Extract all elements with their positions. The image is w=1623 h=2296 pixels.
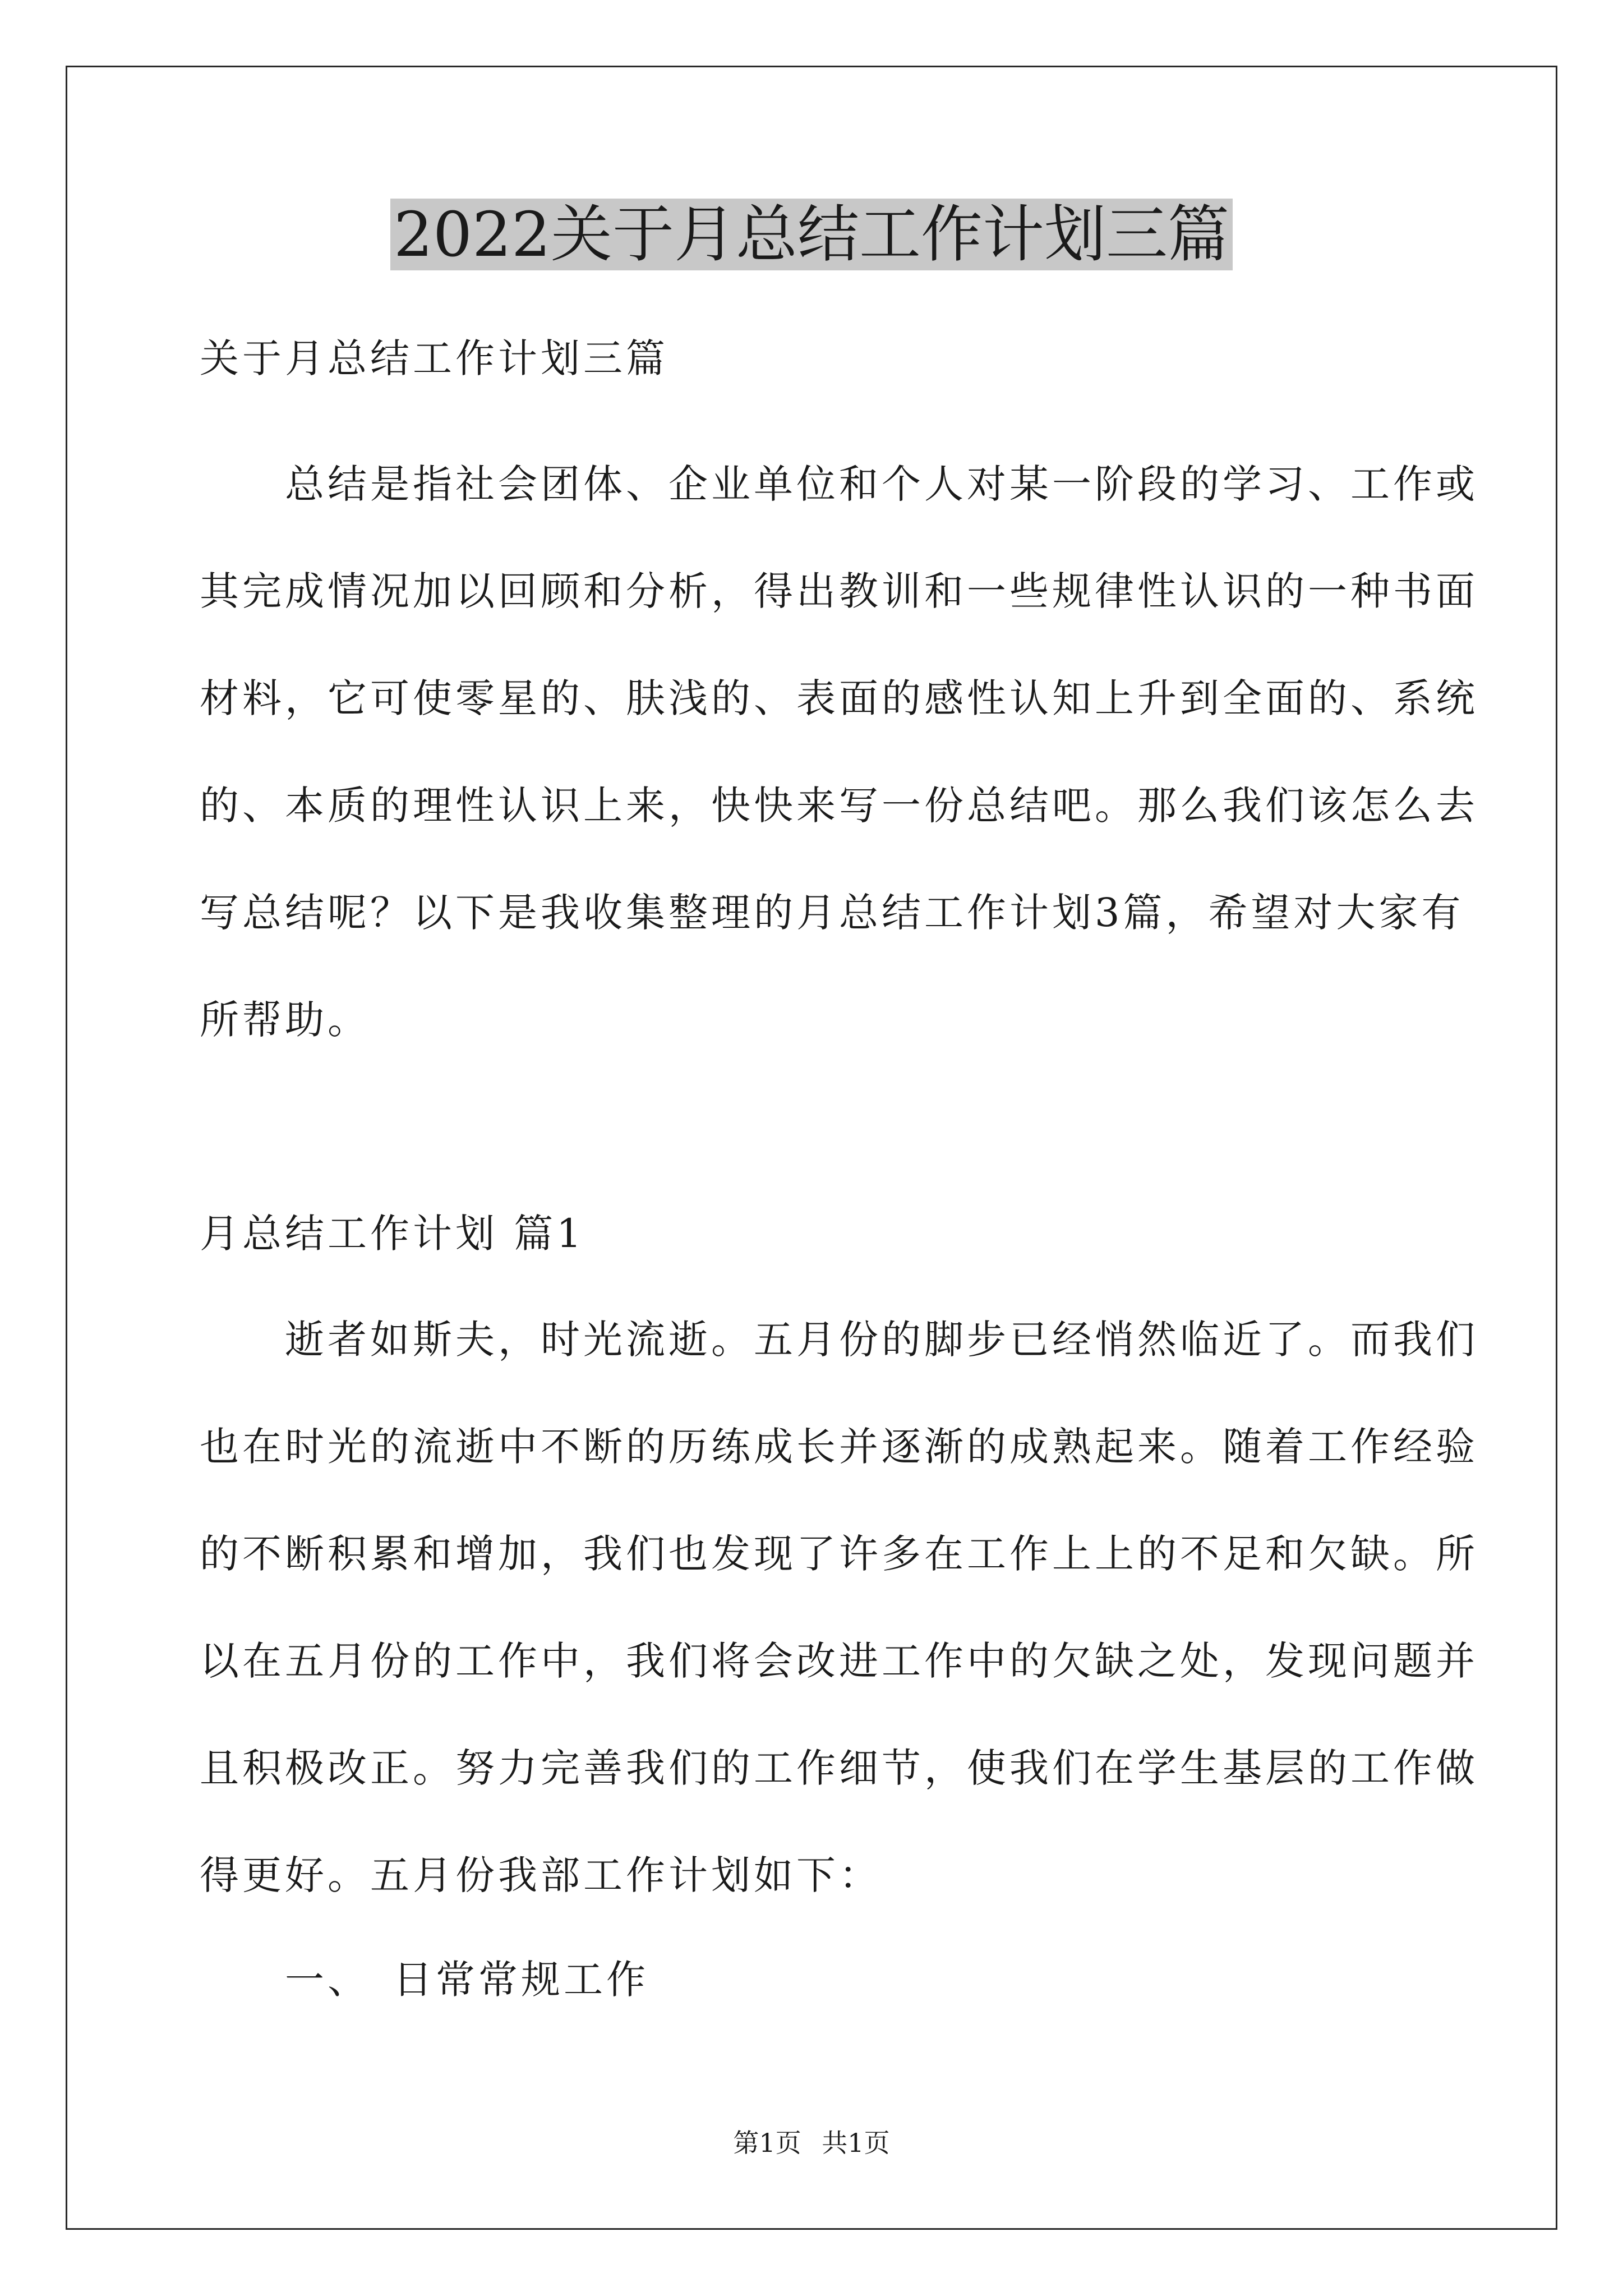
intro-line-1: 总结是指社会团体、企业单位和个人对某一阶段的学习、工作或: [200, 461, 1478, 507]
intro-line-6: 所帮助。: [200, 997, 370, 1043]
list-item-daily-work: 一、 日常常规工作: [200, 1957, 649, 2003]
section-line-2: 也在时光的流逝中不断的历练成长并逐渐的成熟起来。随着工作经验: [200, 1424, 1478, 1470]
subtitle: 关于月总结工作计划三篇: [200, 335, 668, 381]
intro-line-3: 材料，它可使零星的、肤浅的、表面的感性认知上升到全面的、系统: [200, 675, 1478, 721]
section-line-6: 得更好。五月份我部工作计划如下：: [200, 1852, 882, 1898]
section-line-4: 以在五月份的工作中，我们将会改进工作中的欠缺之处，发现问题并: [200, 1638, 1478, 1684]
section-line-1: 逝者如斯夫，时光流逝。五月份的脚步已经悄然临近了。而我们: [200, 1317, 1478, 1363]
section-line-3: 的不断积累和增加，我们也发现了许多在工作上上的不足和欠缺。所: [200, 1531, 1478, 1577]
intro-line-5: 写总结呢？以下是我收集整理的月总结工作计划3篇，希望对大家有: [200, 890, 1464, 936]
document-title: 2022关于月总结工作计划三篇: [0, 195, 1623, 274]
intro-line-4: 的、本质的理性认识上来，快快来写一份总结吧。那么我们该怎么去: [200, 783, 1478, 829]
section-line-5: 且积极改正。努力完善我们的工作细节，使我们在学生基层的工作做: [200, 1745, 1478, 1791]
section-heading: 月总结工作计划 篇1: [200, 1211, 585, 1257]
page-footer: 第1页 共1页: [733, 2128, 890, 2158]
page-border: [66, 66, 1557, 2230]
intro-line-2: 其完成情况加以回顾和分析，得出教训和一些规律性认识的一种书面: [200, 568, 1478, 614]
